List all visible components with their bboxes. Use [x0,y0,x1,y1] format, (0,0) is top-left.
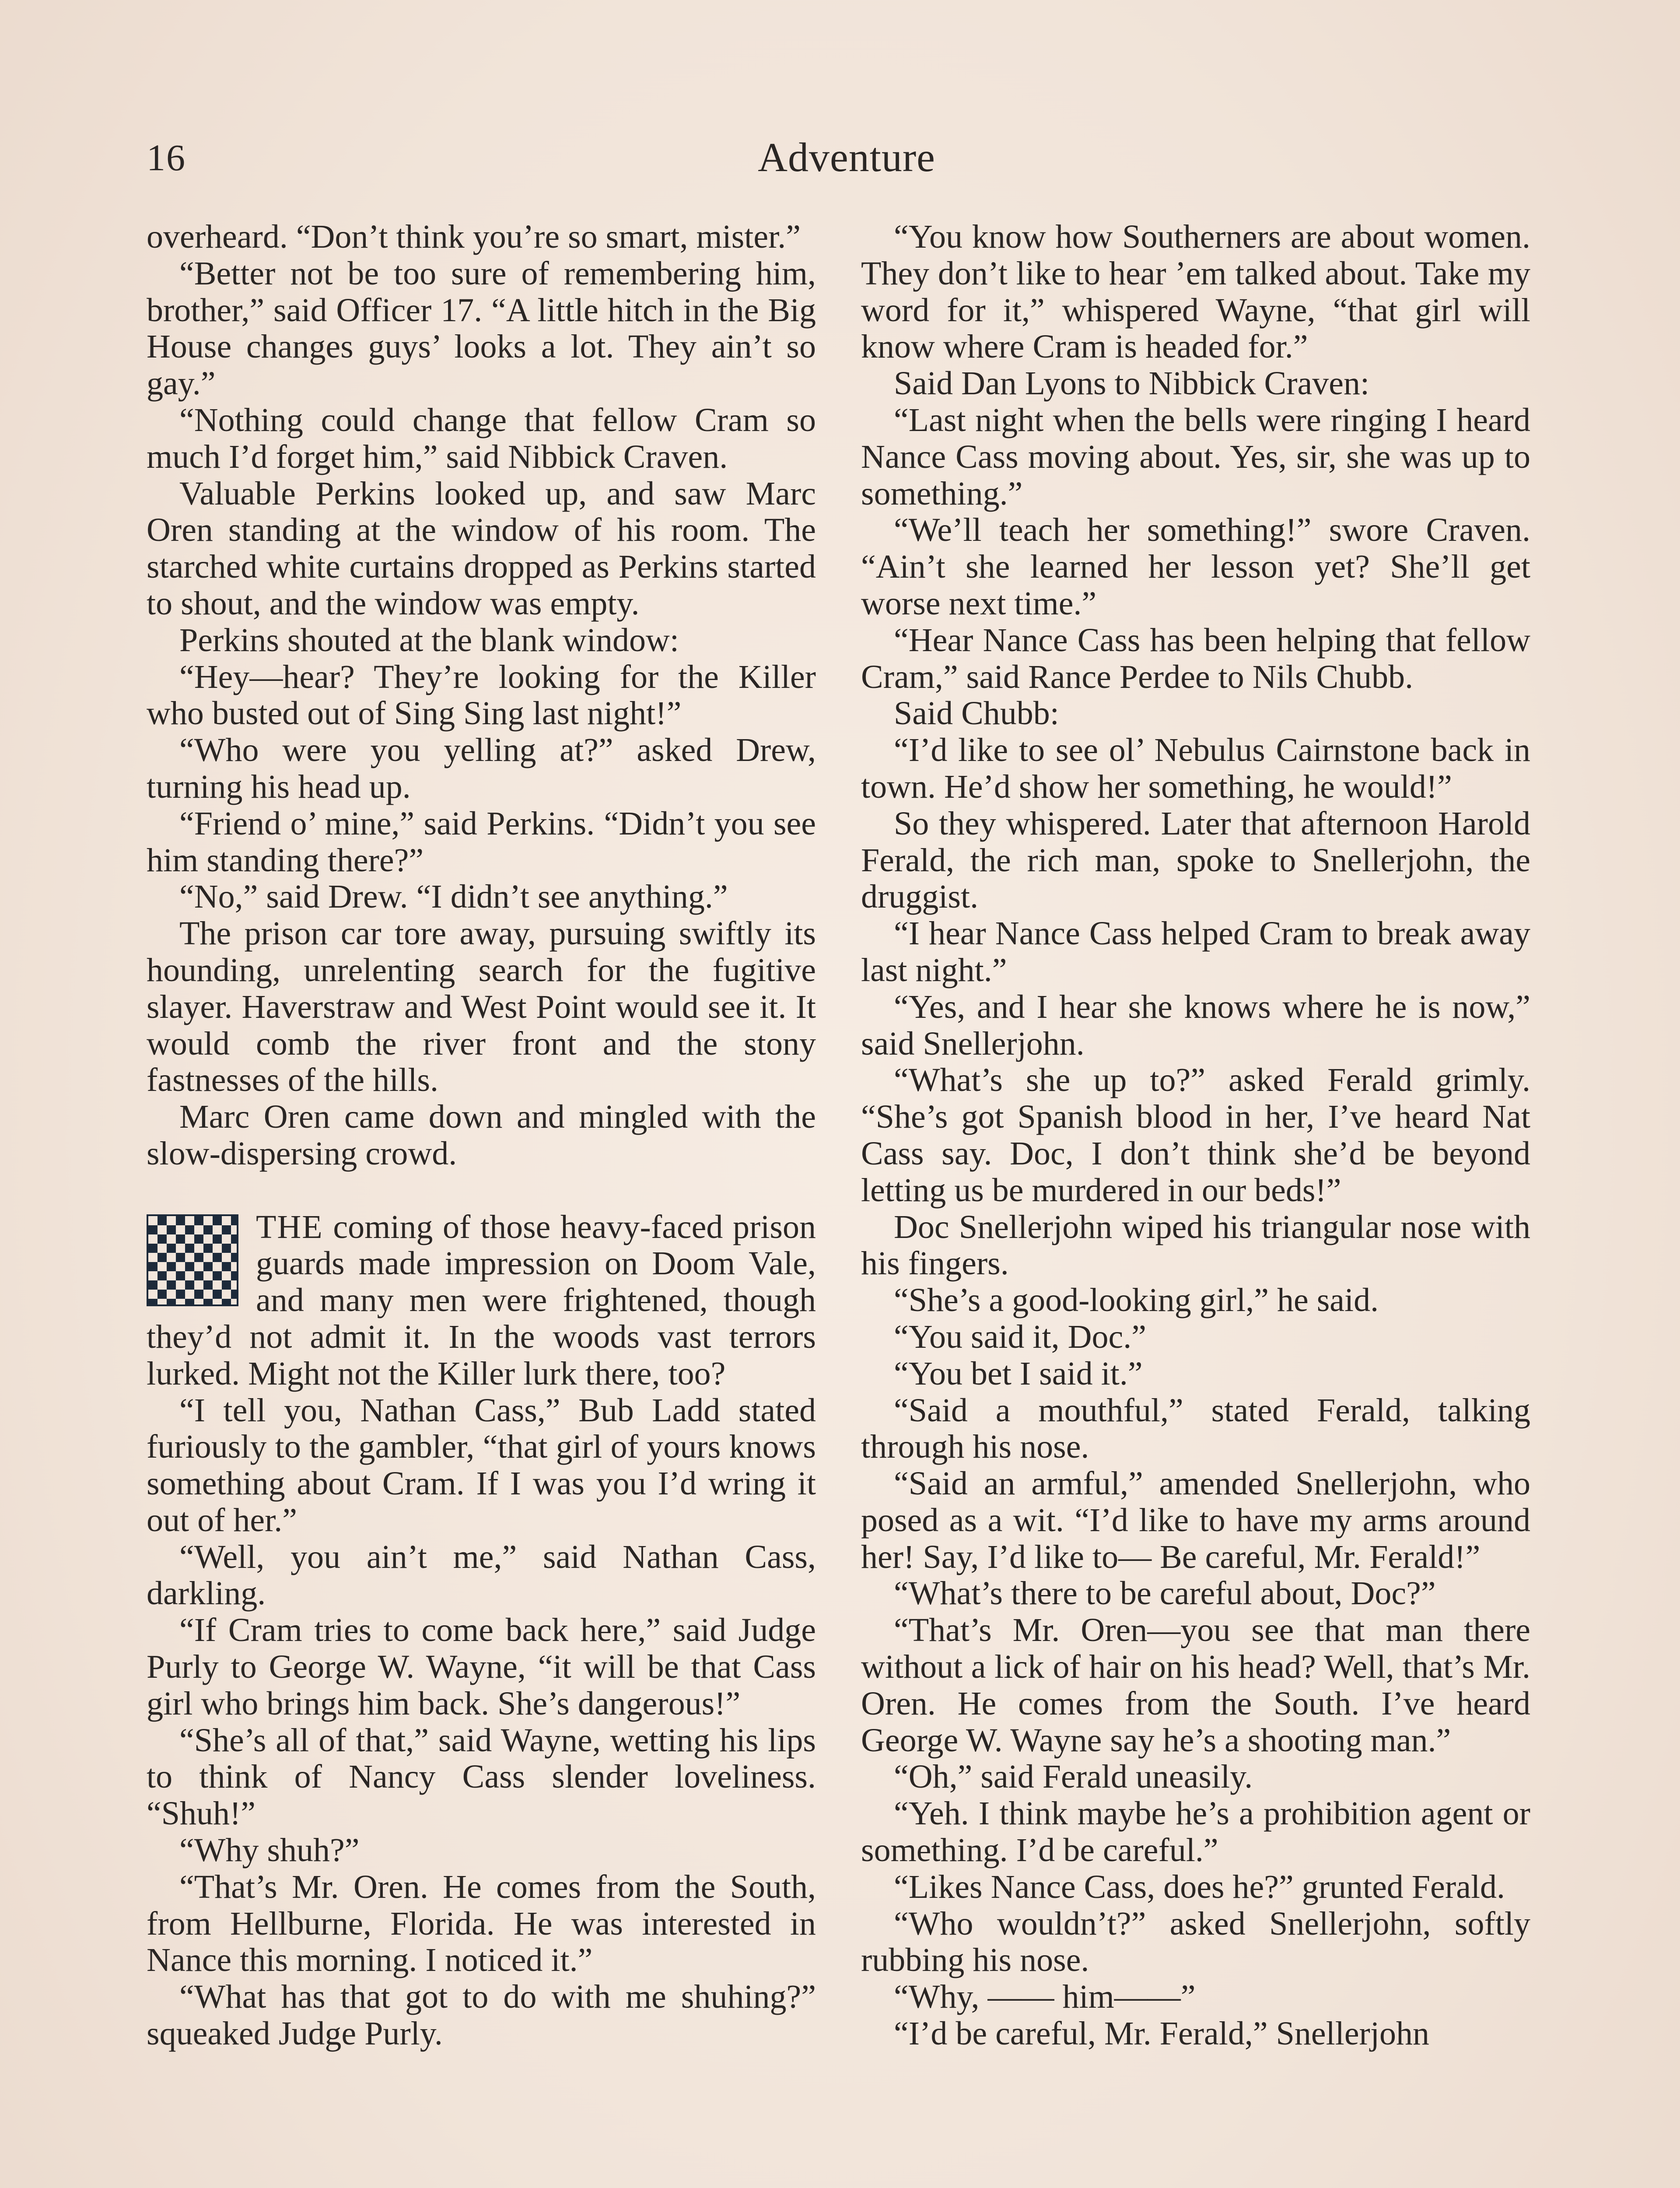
paragraph: “Who wouldn’t?” asked Snellerjohn, softly rubbing his nose. [861,1905,1530,1979]
paragraph: “Said an armful,” amended Snellerjohn, who posed as a wit. “I’d like to have my arms around her! Say, I’d like to— Be careful, Mr. Ferald!” [861,1465,1530,1575]
left-column-paragraphs-after-break [147,1392,816,2052]
paragraph: “Why, —— him——” [894,1978,1196,2016]
paragraph: Said Chubb: [894,695,1059,732]
paragraph: “You said it, Doc.” [894,1318,1147,1355]
section-opening-paragraph [147,1209,816,1392]
paragraph: “Likes Nance Cass, does he?” grunted Ferald. [894,1868,1505,1905]
page-header [147,127,1547,188]
paragraph: “Said a mouthful,” stated Ferald, talking through his nose. [861,1392,1530,1466]
paragraph: “What has that got to do with me shuhing?” squeaked Judge Purly. [147,1978,816,2052]
paragraph: “Well, you ain’t me,” said Nathan Cass, darkling. [147,1538,816,1612]
paragraph: “That’s Mr. Oren. He comes from the South, from Hellburne, Florida. He was interested in Nance this morning. I noticed it.” [147,1868,816,1979]
paragraph: “No,” said Drew. “I didn’t see anything.” [179,878,728,915]
paragraph: “I tell you, Nathan Cass,” Bub Ladd stated furiously to the gambler, “that girl of yours knows something about Cram. If I was you I’d wring it out of her.” [147,1392,816,1539]
paragraph: Said Dan Lyons to Nibbick Craven: [894,365,1370,402]
paragraph: “You know how Southerners are about women. They don’t like to hear ’em talked about. Take my word for it,” whispered Wayne, “that girl will know where Cram is headed for.” [861,218,1530,365]
paragraph: Marc Oren came down and mingled with the slow-dispersing crowd. [147,1098,816,1172]
paragraph: “Last night when the bells were ringing I heard Nance Cass moving about. Yes, sir, she was up to something.” [861,401,1530,512]
paragraph: Doc Snellerjohn wiped his triangular nose with his fingers. [861,1208,1530,1282]
section-lead-word: THE [256,1208,323,1245]
paragraph: “Oh,” said Ferald uneasily. [894,1758,1253,1795]
running-title: Adventure [758,135,935,180]
paragraph: “Hey—hear? They’re looking for the Killer who busted out of Sing Sing last night!” [147,658,816,732]
paragraph: “She’s all of that,” said Wayne, wetting his lips to think of Nancy Cass slender loveliness. “Shuh!” [147,1722,816,1832]
paragraph: Perkins shouted at the blank window: [179,621,679,659]
paragraph: The prison car tore away, pursuing swiftly its hounding, unrelenting search for the fugitive slayer. Haverstraw and West Point would see it. It would comb the river front and the stony fastnesses of the hills. [147,915,816,1099]
paragraph: “Better not be too sure of remembering him, brother,” said Officer 17. “A little hitch in the Big House changes guys’ looks a lot. They ain’t so gay.” [147,255,816,402]
right-column-paragraphs [861,219,1530,2052]
paragraph: “What’s there to be careful about, Doc?” [894,1575,1436,1612]
right-column [861,219,1530,2052]
paragraph: “That’s Mr. Oren—you see that man there without a lick of hair on his head? Well, that’s Mr. Oren. He comes from the South. I’ve heard George W. Wayne say he’s a shooting man.” [861,1612,1530,1759]
paragraph: “I hear Nance Cass helped Cram to break away last night.” [861,915,1530,989]
section-break-gap [147,1172,816,1209]
paragraph: “I’d be careful, Mr. Ferald,” Snellerjohn [894,2015,1429,2052]
paragraph: “Yes, and I hear she knows where he is now,” said Snellerjohn. [861,988,1530,1062]
paragraph: “Nothing could change that fellow Cram so much I’d forget him,” said Nibbick Craven. [147,401,816,475]
paragraph: “She’s a good-looking girl,” he said. [894,1282,1379,1319]
page-number: 16 [147,137,186,179]
section-opening-text: coming of those heavy-faced prison guards made impression on Doom Vale, and many men were frightened, though they’d not admit it. In the woods vast terrors lurked. Might not the Killer lurk there, too? [147,1208,816,1392]
paragraph: “Who were you yelling at?” asked Drew, turning his head up. [147,732,816,805]
paragraph: “Yeh. I think maybe he’s a prohibition agent or something. I’d be careful.” [861,1795,1530,1869]
left-column-paragraphs [147,219,816,1172]
left-column [147,219,816,2052]
paragraph: “We’ll teach her something!” swore Craven. “Ain’t she learned her lesson yet? She’ll get worse next time.” [861,512,1530,622]
paragraph: “If Cram tries to come back here,” said Judge Purly to George W. Wayne, “it will be that Cass girl who brings him back. She’s dangerous!” [147,1612,816,1722]
paragraph: So they whispered. Later that afternoon Harold Ferald, the rich man, spoke to Snellerjohn, the druggist. [861,805,1530,915]
paragraph: “Why shuh?” [179,1832,360,1869]
paragraph: “Hear Nance Cass has been helping that fellow Cram,” said Rance Perdee to Nils Chubb. [861,621,1530,695]
paragraph: “You bet I said it.” [894,1355,1143,1392]
paragraph: “Friend o’ mine,” said Perkins. “Didn’t you see him standing there?” [147,805,816,879]
paragraph: Valuable Perkins looked up, and saw Marc Oren standing at the window of his room. The starched white curtains dropped as Perkins started to shout, and the window was empty. [147,475,816,622]
checkered-ornament-icon [147,1214,238,1306]
paragraph: “What’s she up to?” asked Ferald grimly. “She’s got Spanish blood in her, I’ve heard Nat Cass say. Doc, I don’t think she’d be beyond letting us be murdered in our beds!” [861,1062,1530,1209]
paragraph: “I’d like to see ol’ Nebulus Cairnstone back in town. He’d show her something, he would!” [861,732,1530,805]
paragraph: overheard. “Don’t think you’re so smart, mister.” [147,218,801,255]
